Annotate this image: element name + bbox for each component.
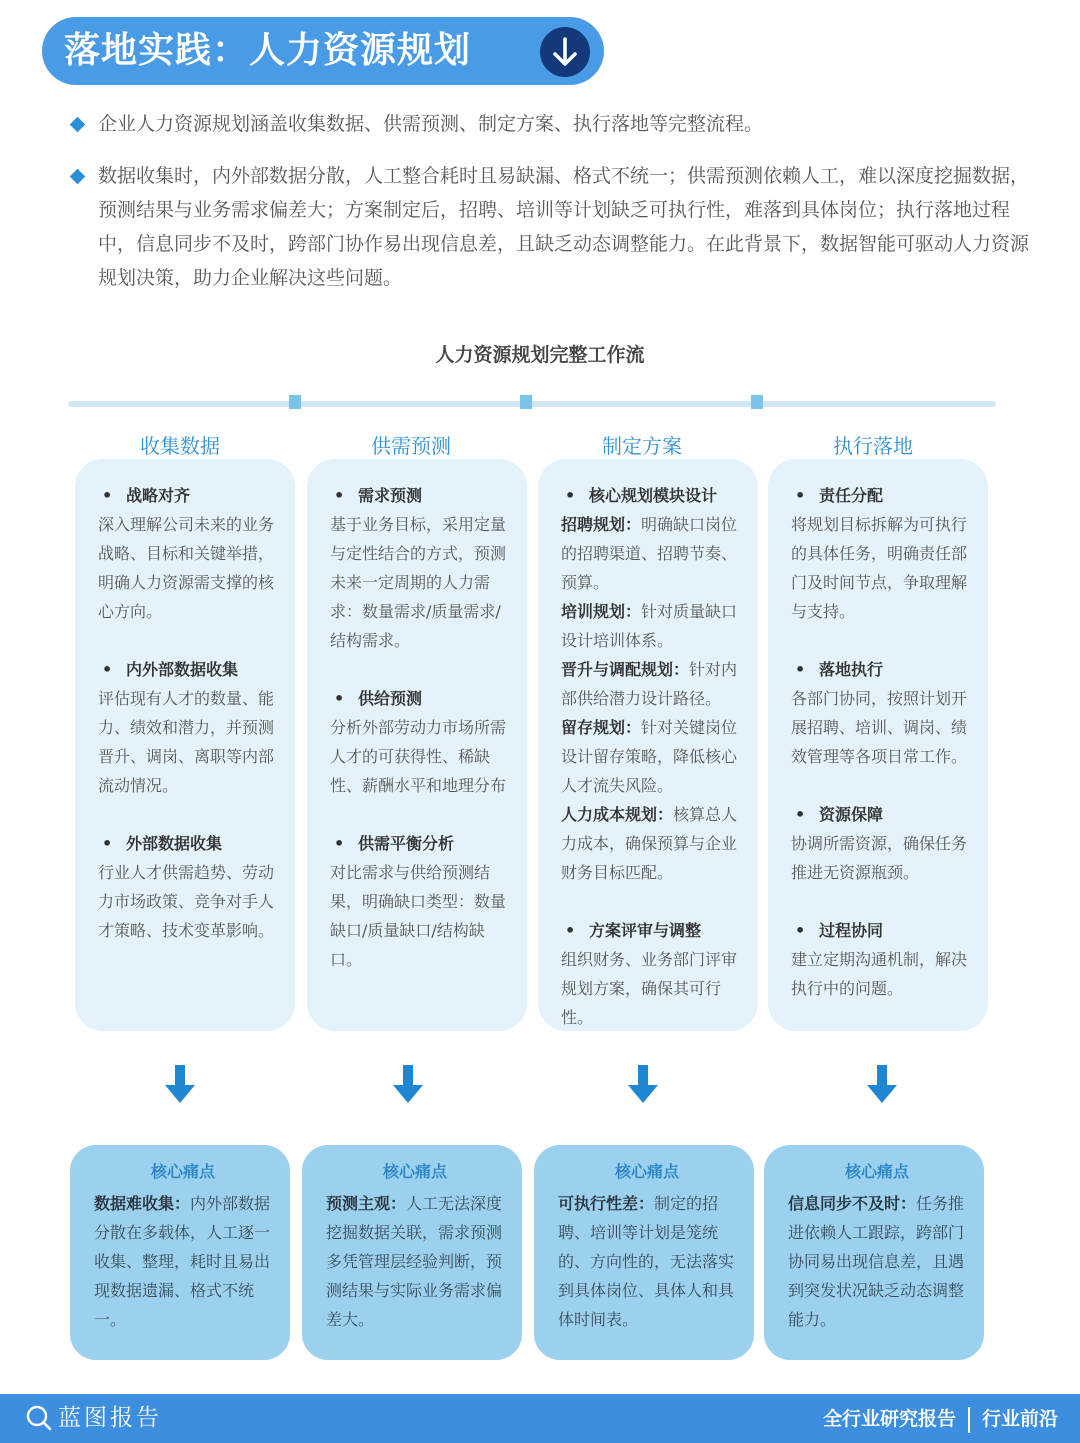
bullet-dot-icon: • (334, 486, 345, 505)
bullet-dot-icon: • (795, 921, 806, 940)
bullet-dot-icon: • (334, 834, 345, 853)
title-banner (42, 17, 604, 85)
column-heading-collect: 收集数据 (140, 434, 220, 458)
workflow-column-forecast (307, 459, 527, 1031)
intro-bullet-1: 企业人力资源规划涵盖收集数据、供需预测、制定方案、执行落地等完整流程。 (70, 107, 1030, 141)
bullet-dot-icon: • (795, 660, 806, 679)
section-resources: • 资源保障 协调所需资源，确保任务推进无资源瓶颈。 (791, 800, 968, 887)
workflow-title: 人力资源规划完整工作流 (435, 344, 645, 366)
page-title: 落地实践：人力资源规划 (64, 30, 472, 71)
arrow-down-circle-icon (540, 27, 590, 77)
timeline-node (289, 395, 301, 409)
divider (968, 1407, 970, 1433)
section-supply-forecast: • 供给预测 分析外部劳动力市场所需人才的可获得性、稀缺性、薪酬水平和地理分布 (330, 684, 507, 800)
workflow-column-collect (75, 459, 295, 1031)
section-review: • 方案评审与调整 组织财务、业务部门评审规划方案，确保其可行性。 (561, 916, 738, 1032)
arrow-down-icon (865, 1065, 899, 1105)
bullet-dot-icon: • (795, 486, 806, 505)
arrow-down-icon (391, 1065, 425, 1105)
section-demand-forecast: • 需求预测 基于业务目标，采用定量与定性结合的方式，预测未来一定周期的人力需求：数量需求/质量需求/结构需求。 (330, 481, 507, 655)
bullet-dot-icon: • (795, 805, 806, 824)
section-execution: • 落地执行 各部门协同，按照计划开展招聘、培训、调岗、绩效管理等各项日常工作。 (791, 655, 968, 771)
section-coordination: • 过程协同 建立定期沟通机制，解决执行中的问题。 (791, 916, 968, 1003)
footer-bar (0, 1394, 1080, 1443)
column-heading-plan: 制定方案 (602, 434, 682, 458)
arrow-down-icon (626, 1065, 660, 1105)
intro-bullet-2: 数据收集时，内外部数据分散，人工整合耗时且易缺漏、格式不统一；供需预测依赖人工，难以深度挖掘数据，预测结果与业务需求偏差大；方案制定后，招聘、培训等计划缺乏可执行性，难落到具体岗位；执行落地过程中，信息同步不及时，跨部门协作易出现信息差，且缺乏动态调整能力。在此背景下，数据智能可驱动人力资源规划决策，助力企业解决这些问题。 (70, 159, 1030, 295)
section-strategy: • 战略对齐 深入理解公司未来的业务战略、目标和关键举措，明确人力资源需支撑的核心方向。 (98, 481, 275, 626)
arrow-down-icon (163, 1065, 197, 1105)
workflow-column-plan (538, 459, 758, 1031)
timeline-node (520, 395, 532, 409)
bullet-dot-icon: • (102, 486, 113, 505)
pain-box-forecast: 核心痛点 预测主观：人工无法深度挖掘数据关联，需求预测多凭管理层经验判断，预测结果与实际业务需求偏差大。 (302, 1145, 522, 1360)
footer-brand: 蓝图报告 (58, 1405, 162, 1431)
section-core-modules: • 核心规划模块设计 招聘规划：明确缺口岗位的招聘渠道、招聘节奏、预算。 培训规划：针对质量缺口设计培训体系。 晋升与调配规划：针对内部供给潜力设计路径。 留存规划：针对关键岗位设计留存策略，降低核心人才流失风险。 人力成本规划：核算总人力成本，确保预算与企业财务目标匹配。 (561, 481, 738, 887)
pain-box-collect: 核心痛点 数据难收集：内外部数据分散在多载体，人工逐一收集、整理，耗时且易出现数据遗漏、格式不统一。 (70, 1145, 290, 1360)
column-heading-execute: 执行落地 (833, 434, 913, 458)
sub-promotion: 晋升与调配规划：针对内部供给潜力设计路径。 (561, 660, 738, 708)
sub-training: 培训规划：针对质量缺口设计培训体系。 (561, 602, 738, 650)
section-external-data: • 外部数据收集 行业人才供需趋势、劳动力市场政策、竞争对手人才策略、技术变革影响。 (98, 829, 275, 945)
column-heading-forecast: 供需预测 (371, 434, 451, 458)
sub-cost: 人力成本规划：核算总人力成本，确保预算与企业财务目标匹配。 (561, 805, 738, 882)
pain-box-execute: 核心痛点 信息同步不及时：任务推进依赖人工跟踪，跨部门协同易出现信息差，且遇到突发状况缺乏动态调整能力。 (764, 1145, 984, 1360)
section-internal-data: • 内外部数据收集 评估现有人才的数量、能力、绩效和潜力，并预测晋升、调岗、离职等内部流动情况。 (98, 655, 275, 800)
section-responsibility: • 责任分配 将规划目标拆解为可执行的具体任务，明确责任部门及时间节点，争取理解与支持。 (791, 481, 968, 626)
bullet-dot-icon: • (565, 921, 576, 940)
search-icon (26, 1404, 52, 1434)
section-balance-analysis: • 供需平衡分析 对比需求与供给预测结果，明确缺口类型：数量缺口/质量缺口/结构缺口。 (330, 829, 507, 974)
footer-tagline: 全行业研究报告 行业前沿 (823, 1405, 1058, 1433)
pain-box-plan: 核心痛点 可执行性差：制定的招聘、培训等计划是笼统的、方向性的，无法落实到具体岗位、具体人和具体时间表。 (534, 1145, 754, 1360)
timeline-bar (68, 401, 996, 407)
bullet-dot-icon: • (102, 834, 113, 853)
sub-retention: 留存规划：针对关键岗位设计留存策略，降低核心人才流失风险。 (561, 718, 738, 795)
bullet-dot-icon: • (334, 689, 345, 708)
sub-recruit: 招聘规划：明确缺口岗位的招聘渠道、招聘节奏、预算。 (561, 515, 738, 592)
timeline-node (751, 395, 763, 409)
bullet-dot-icon: • (565, 486, 576, 505)
workflow-column-execute (768, 459, 988, 1031)
bullet-dot-icon: • (102, 660, 113, 679)
